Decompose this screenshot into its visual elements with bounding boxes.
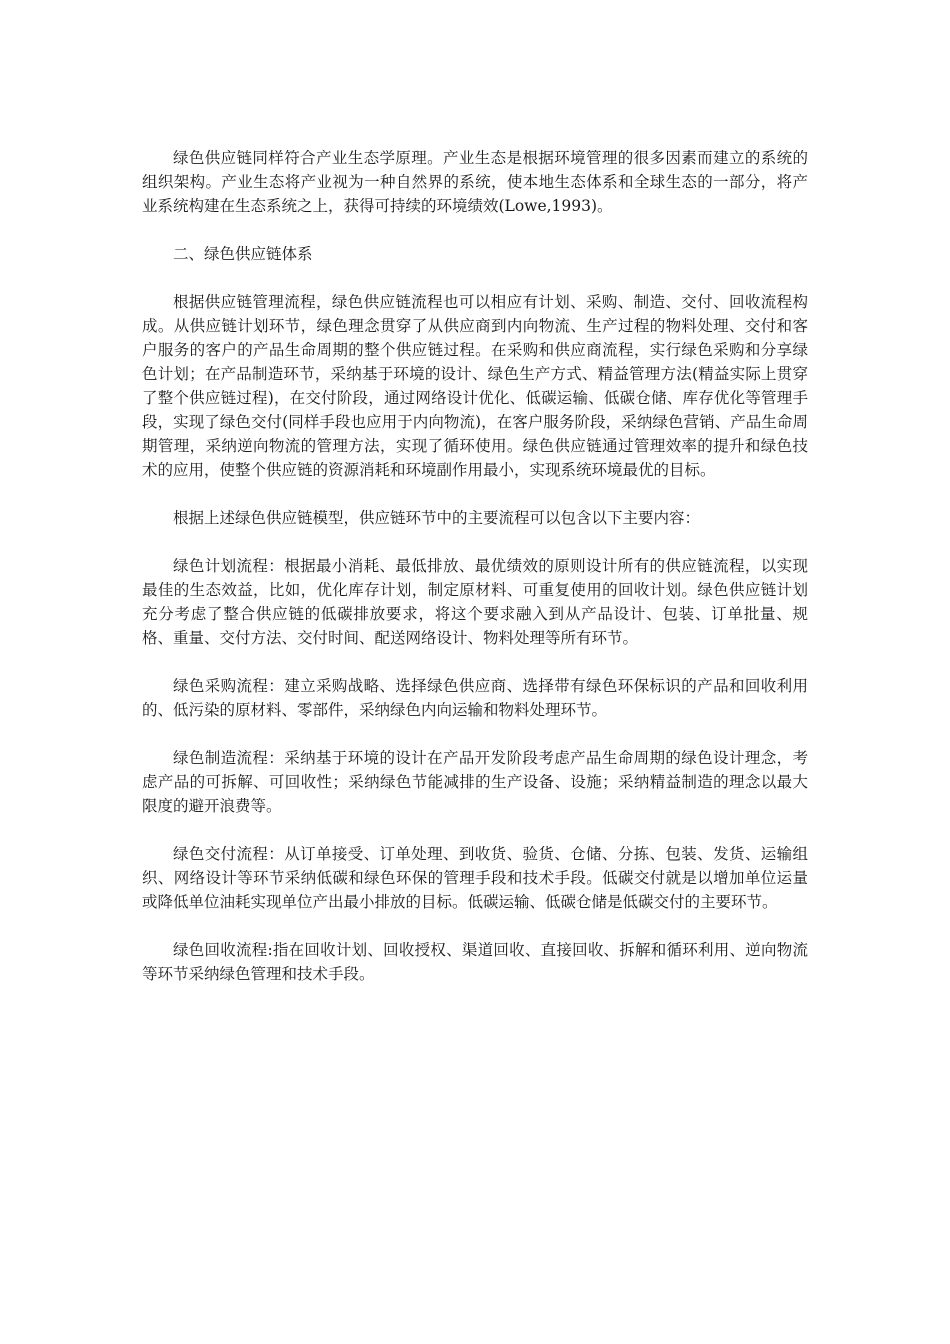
green-manufacturing-paragraph: 绿色制造流程：采纳基于环境的设计在产品开发阶段考虑产品生命周期的绿色设计理念，考虑产品的可拆解、可回收性；采纳绿色节能减排的生产设备、设施；采纳精益制造的理念以最大限度的避开浪费等。 [142,749,808,815]
green-procurement-paragraph: 绿色采购流程：建立采购战略、选择绿色供应商、选择带有绿色环保标识的产品和回收利用的、低污染的原材料、零部件，采纳绿色内向运输和物料处理环节。 [142,677,808,719]
document-page [142,146,808,1010]
model-intro-paragraph: 根据上述绿色供应链模型，供应链环节中的主要流程可以包含以下主要内容： [173,509,701,527]
process-overview-paragraph: 根据供应链管理流程，绿色供应链流程也可以相应有计划、采购、制造、交付、回收流程构成。从供应链计划环节，绿色理念贯穿了从供应商到内向物流、生产过程的物料处理、交付和客户服务的客户的产品生命周期的整个供应链过程。在采购和供应商流程，实行绿色采购和分享绿色计划；在产品制造环节，采纳基于环境的设计、绿色生产方式、精益管理方法(精益实际上贯穿了整个供应链过程)，在交付阶段，通过网络设计优化、低碳运输、低碳仓储、库存优化等管理手段，实现了绿色交付(同样手段也应用于内向物流)，在客户服务阶段，采纳绿色营销、产品生命周期管理，采纳逆向物流的管理方法，实现了循环使用。绿色供应链通过管理效率的提升和绿色技术的应用，使整个供应链的资源消耗和环境副作用最小，实现系统环境最优的目标。 [142,293,808,479]
intro-paragraph: 绿色供应链同样符合产业生态学原理。产业生态是根据环境管理的很多因素而建立的系统的组织架构。产业生态将产业视为一种自然界的系统，使本地生态体系和全球生态的一部分，将产业系统构建在生态系统之上，获得可持续的环境绩效(Lowe,1993)。 [142,149,808,215]
green-planning-paragraph: 绿色计划流程：根据最小消耗、最低排放、最优绩效的原则设计所有的供应链流程，以实现最佳的生态效益，比如，优化库存计划，制定原材料、可重复使用的回收计划。绿色供应链计划充分考虑了整合供应链的低碳排放要求，将这个要求融入到从产品设计、包装、订单批量、规格、重量、交付方法、交付时间、配送网络设计、物料处理等所有环节。 [142,557,808,647]
section-heading: 二、绿色供应链体系 [173,245,313,263]
green-delivery-paragraph: 绿色交付流程：从订单接受、订单处理、到收货、验货、仓储、分拣、包装、发货、运输组织、网络设计等环节采纳低碳和绿色环保的管理手段和技术手段。低碳交付就是以增加单位运量或降低单位油耗实现单位产出最小排放的目标。低碳运输、低碳仓储是低碳交付的主要环节。 [142,845,808,911]
green-recycling-paragraph: 绿色回收流程:指在回收计划、回收授权、渠道回收、直接回收、拆解和循环利用、逆向物流等环节采纳绿色管理和技术手段。 [142,941,808,983]
